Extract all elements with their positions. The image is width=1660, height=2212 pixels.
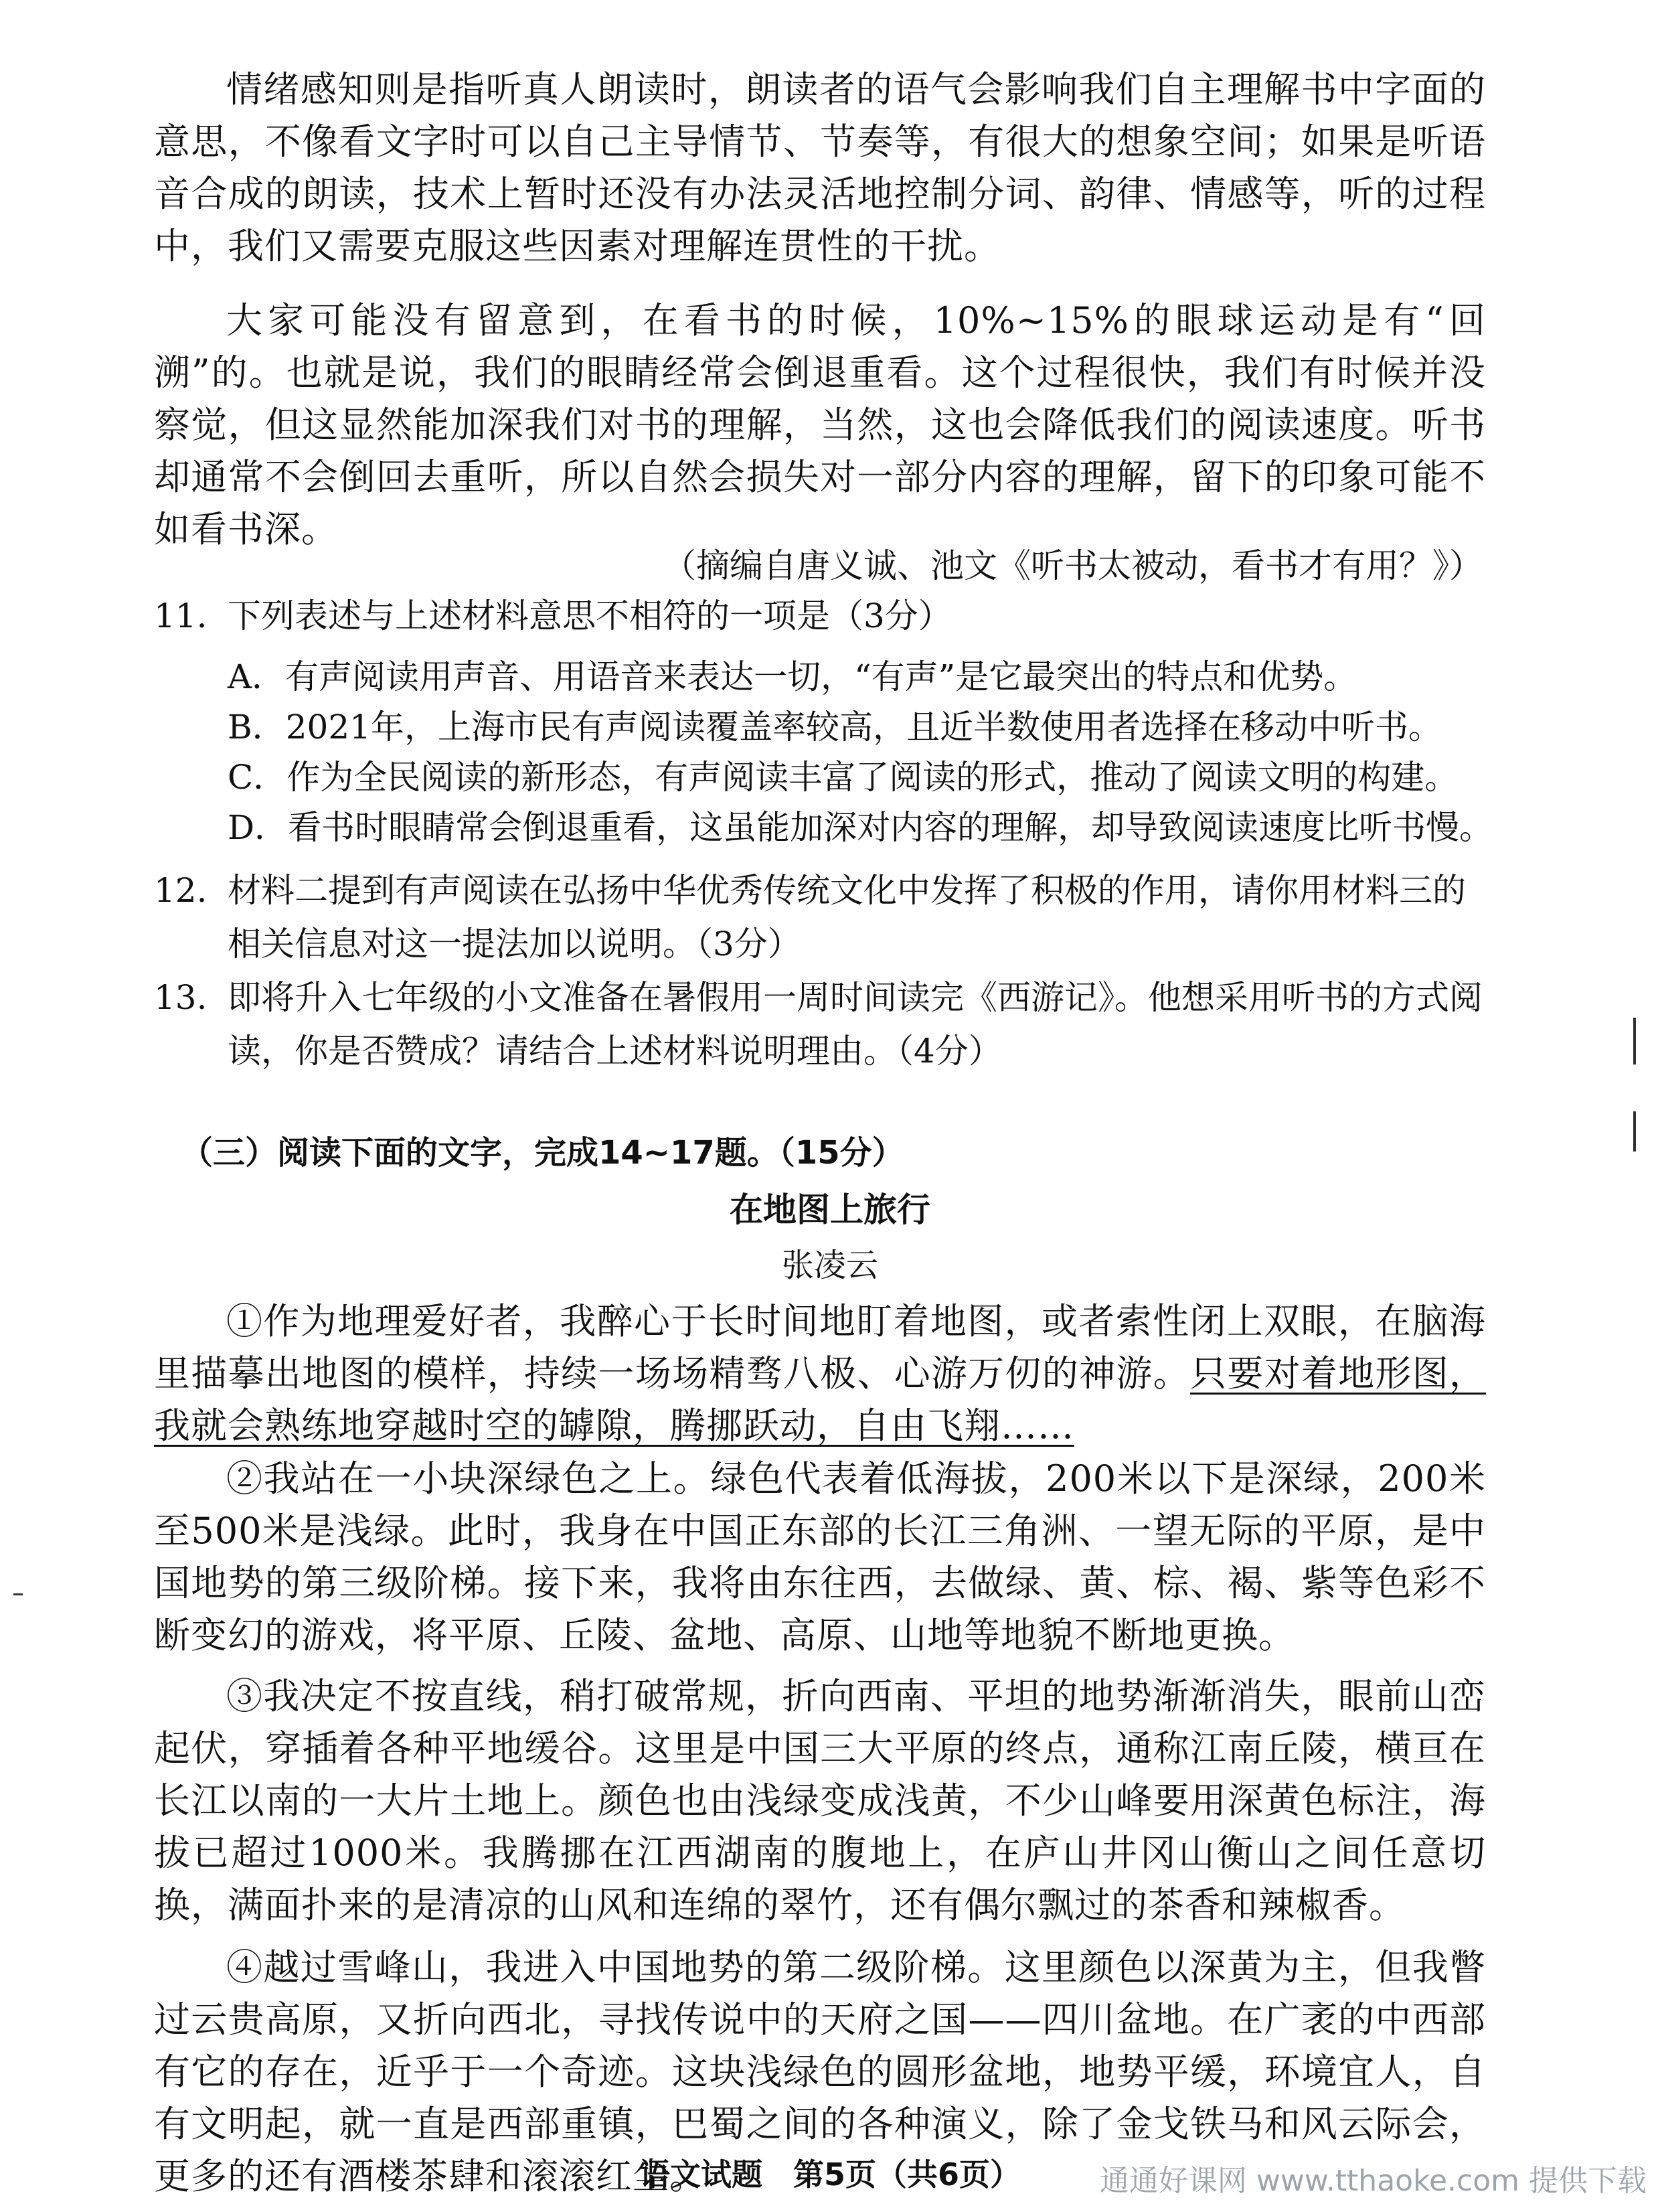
paragraph-1-text: ①作为地理爱好者，我醉心于长时间地盯着地图，或者索性闭上双眼，在脑海里描摹出地图的模样，持续一场场精骛八极、心游万仞的神游。 [154, 1300, 1486, 1395]
section-heading: （三）阅读下面的文字，完成14~17题。（15分） [181, 1134, 904, 1172]
option-c: C．作为全民阅读的新形态，有声阅读丰富了阅读的形式，推动了阅读文明的构建。 [228, 758, 1459, 797]
underlined-sentence: 只要对着地形图，我就会熟练地穿越时空的罅隙，腾挪跃动，自由飞翔…… [154, 1352, 1486, 1447]
article-paragraph-1 [154, 1295, 1486, 1452]
passage-paragraph-emotion: 情绪感知则是指听真人朗读时，朗读者的语气会影响我们自主理解书中字面的意思，不像看文字时可以自己主导情节、节奏等，有很大的想象空间；如果是听语音合成的朗读，技术上暂时还没有办法灵活地控制分词、韵律、情感等，听的过程中，我们又需要克服这些因素对理解连贯性的干扰。 [154, 68, 1486, 267]
article-paragraph-3: ③我决定不按直线，稍打破常规，折向西南、平坦的地势渐渐消失，眼前山峦起伏，穿插着各种平地缓谷。这里是中国三大平原的终点，通称江南丘陵，横亘在长江以南的一大片土地上。颜色也由浅绿变成浅黄，不少山峰要用深黄色标注，海拔已超过1000米。我腾挪在江西湖南的腹地上，在庐山井冈山衡山之间任意切换，满面扑来的是清凉的山风和连绵的翠竹，还有偶尔飘过的茶香和辣椒香。 [154, 1675, 1486, 1926]
question-text: 即将升入七年级的小文准备在暑假用一周时间读完《西游记》。他想采用听书的方式阅读，你是否赞成？请结合上述材料说明理由。（4分） [228, 978, 1483, 1071]
question-text: 材料二提到有声阅读在弘扬中华优秀传统文化中发挥了积极的作用，请你用材料三的相关信息对这一提法加以说明。（3分） [228, 871, 1466, 963]
passage-paragraph-eye-movement: 大家可能没有留意到，在看书的时候，10%~15%的眼球运动是有“回溯”的。也就是说，我们的眼睛经常会倒退重看。这个过程很快，我们有时候并没察觉，但这显然能加深我们对书的理解，当然，这也会降低我们的阅读速度。听书却通常不会倒回去重听，所以自然会损失对一部分内容的理解，留下的印象可能不如看书深。 [154, 299, 1486, 550]
question-12 [154, 864, 1493, 971]
article-paragraph-4: ④越过雪峰山，我进入中国地势的第二级阶梯。这里颜色以深黄为主，但我瞥过云贵高原，又折向西北，寻找传说中的天府之国——四川盆地。在广袤的中西部有它的存在，近乎于一个奇迹。这块浅绿色的圆形盆地，地势平缓，环境宜人，自有文明起，就一直是西部重镇，巴蜀之间的各种演义，除了金戈铁马和风云际会，更多的还有酒楼茶肆和滚滚红尘。 [154, 1946, 1486, 2197]
article-paragraph-2: ②我站在一小块深绿色之上。绿色代表着低海拔，200米以下是深绿，200米至500米是浅绿。此时，我身在中国正东部的长江三角洲、一望无际的平原，是中国地势的第三级阶梯。接下来，我将由东往西，去做绿、黄、棕、褐、紫等色彩不断变幻的游戏，将平原、丘陵、盆地、高原、山地等地貌不断地更换。 [154, 1457, 1486, 1656]
article-author: 张凌云 [781, 1247, 878, 1284]
page-footer: 语文试题 第5页（共6页） [639, 2156, 1021, 2193]
question-text: 下列表述与上述材料意思不相符的一项是（3分） [228, 597, 952, 635]
option-b: B．2021年，上海市民有声阅读覆盖率较高，且近半数使用者选择在移动中听书。 [228, 708, 1442, 746]
question-13 [154, 971, 1493, 1078]
scan-artifact-mark [1633, 1018, 1636, 1064]
passage-source: （摘编自唐义诚、池文《听书太被动，看书才有用？》） [663, 546, 1483, 585]
question-11 [154, 589, 1493, 643]
article-title: 在地图上旅行 [730, 1190, 930, 1229]
download-watermark: 通通好课网 www.tthaoke.com 提供下载 [1099, 2164, 1647, 2198]
option-a: A．有声阅读用声音、用语音来表达一切，“有声”是它最突出的特点和优势。 [228, 657, 1357, 696]
scan-artifact-mark [1633, 1111, 1636, 1152]
question-number: 11. [154, 597, 208, 635]
option-d: D．看书时眼睛常会倒退重看，这虽能加深对内容的理解，却导致阅读速度比听书慢。 [228, 808, 1493, 847]
question-number: 13. [154, 978, 208, 1017]
scan-artifact-mark [13, 1593, 23, 1595]
question-number: 12. [154, 871, 208, 910]
